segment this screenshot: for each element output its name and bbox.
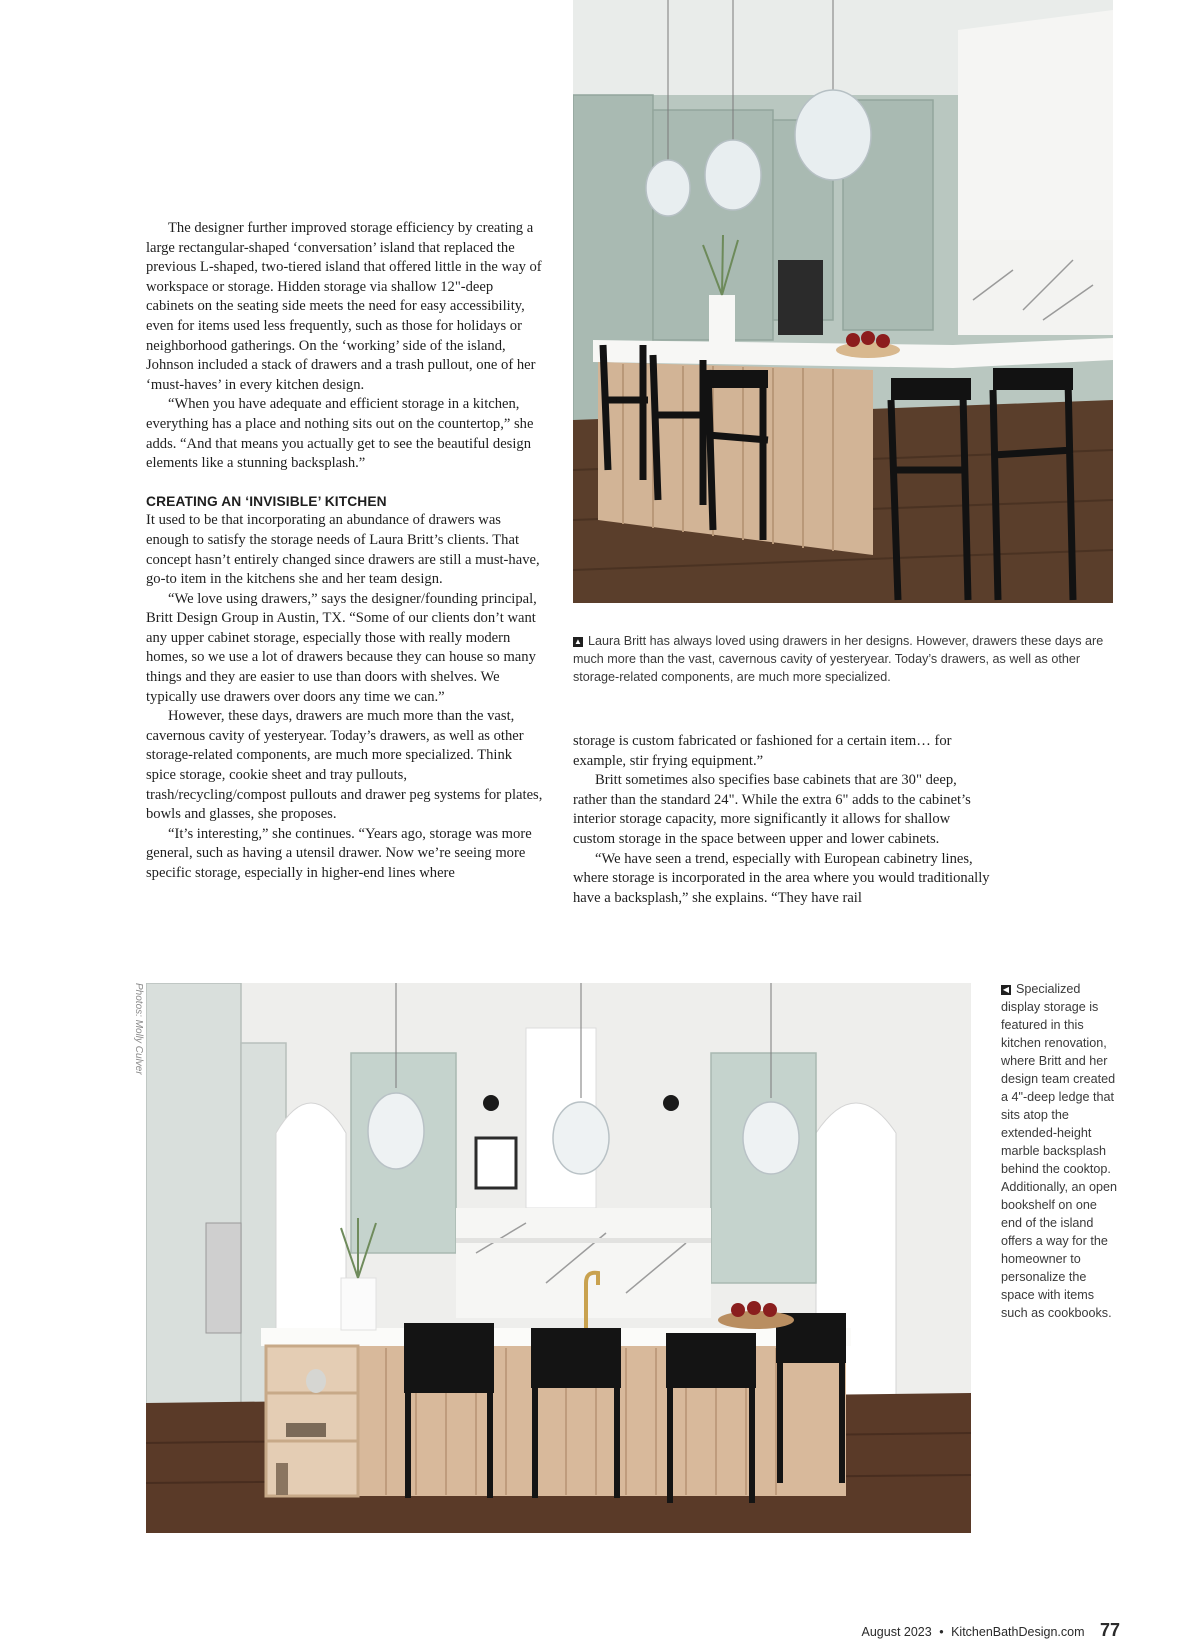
page-footer — [760, 1620, 1120, 1641]
arrow-up-icon: ▲ — [574, 637, 582, 646]
kitchen-arches-illustration — [146, 983, 971, 1533]
paragraph: “We love using drawers,” says the designer/founding principal, Britt Design Group in Austin, TX. “Some of our clients don’t want any upper cabinet storage, especially those with really modern homes, so we use a lot of drawers because they can house so many things and they are easier to use than doors with shelves. We typically use drawers over doors any time we can.” — [146, 590, 537, 705]
paragraph: It used to be that incorporating an abundance of drawers was enough to satisfy the storage needs of Laura Britt’s clients. That concept hasn’t entirely changed since drawers are still a must-have, go-to item in the kitchens she and her team design. — [146, 512, 540, 588]
caption-top — [573, 632, 1105, 686]
caption-bottom — [1001, 980, 1119, 1322]
paragraph: “It’s interesting,” she continues. “Years ago, storage was more general, such as having a utensil drawer. Now we’re seeing more specific storage, especially in higher-end lines where — [146, 825, 532, 881]
kitchen-island-illustration — [573, 0, 1113, 603]
caption-text: Specialized display storage is featured in this kitchen renovation, where Britt and her design team created a 4"-deep ledge that sits atop the extended-height marble backsplash behind the cooktop. Additionally, an open bookshelf on one end of the island offers a way for the homeowner to personalize the space with items such as cookbooks. — [1001, 982, 1117, 1320]
photo-credit: Photos: Molly Culver — [133, 983, 144, 1075]
paragraph: Britt sometimes also specifies base cabinets that are 30" deep, rather than the standard 24". While the extra 6" adds to the cabinet’s interior storage capacity, more significantly it allows for shallow custom storage in the space between upper and lower cabinets. — [573, 772, 971, 847]
paragraph: However, these days, drawers are much more than the vast, cavernous cavity of yesteryear. Today’s drawers, as well as other storage-related components, are much more specialized. Think spice storage, cookie sheet and tray pullouts, trash/recycling/compost pullouts and drawer peg systems for plates, bowls and glasses, she proposes. — [146, 708, 543, 823]
kitchen-photo-top — [573, 0, 1113, 603]
right-text-column — [573, 732, 993, 908]
separator: • — [939, 1625, 944, 1639]
paragraph: “We have seen a trend, especially with European cabinetry lines, where storage is incorporated in the area where you would traditionally have a backsplash,” she explains. “They have rail — [573, 850, 990, 906]
paragraph: storage is custom fabricated or fashioned for a certain item… for example, stir frying equipment.” — [573, 733, 952, 769]
caption-text: Laura Britt has always loved using drawers in her designs. However, drawers these days are much more than the vast, cavernous cavity of yesteryear. Today’s drawers, as well as other storage-related components, are much more specialized. — [573, 634, 1104, 684]
page-number: 77 — [1099, 1620, 1120, 1640]
website: KitchenBathDesign.com — [951, 1625, 1085, 1639]
section-subhead: CREATING AN ‘INVISIBLE’ KITCHEN — [146, 493, 387, 509]
kitchen-photo-bottom — [146, 983, 971, 1533]
paragraph: “When you have adequate and efficient storage in a kitchen, everything has a place and nothing sits out on the countertop,” she adds. “And that means you actually get to see the beautiful design elements like a stunning backsplash.” — [146, 396, 534, 472]
paragraph: The designer further improved storage efficiency by creating a large rectangular-shaped ‘conversation’ island that replaced the previous L-shaped, two-tiered island that offered little in the way of workspace or storage. Hidden storage via shallow 12"-deep cabinets on the seating side meets the need for easy accessibility, even for items used less frequently, such as those for holidays or neighborhood gatherings. On the ‘working’ side of the island, Johnson included a stack of drawers and a trash pullout, one of her ‘must-haves’ in every kitchen design. — [146, 220, 542, 393]
arrow-left-icon: ◀ — [1002, 985, 1010, 994]
issue-date: August 2023 — [861, 1625, 932, 1639]
left-text-column — [146, 219, 544, 884]
